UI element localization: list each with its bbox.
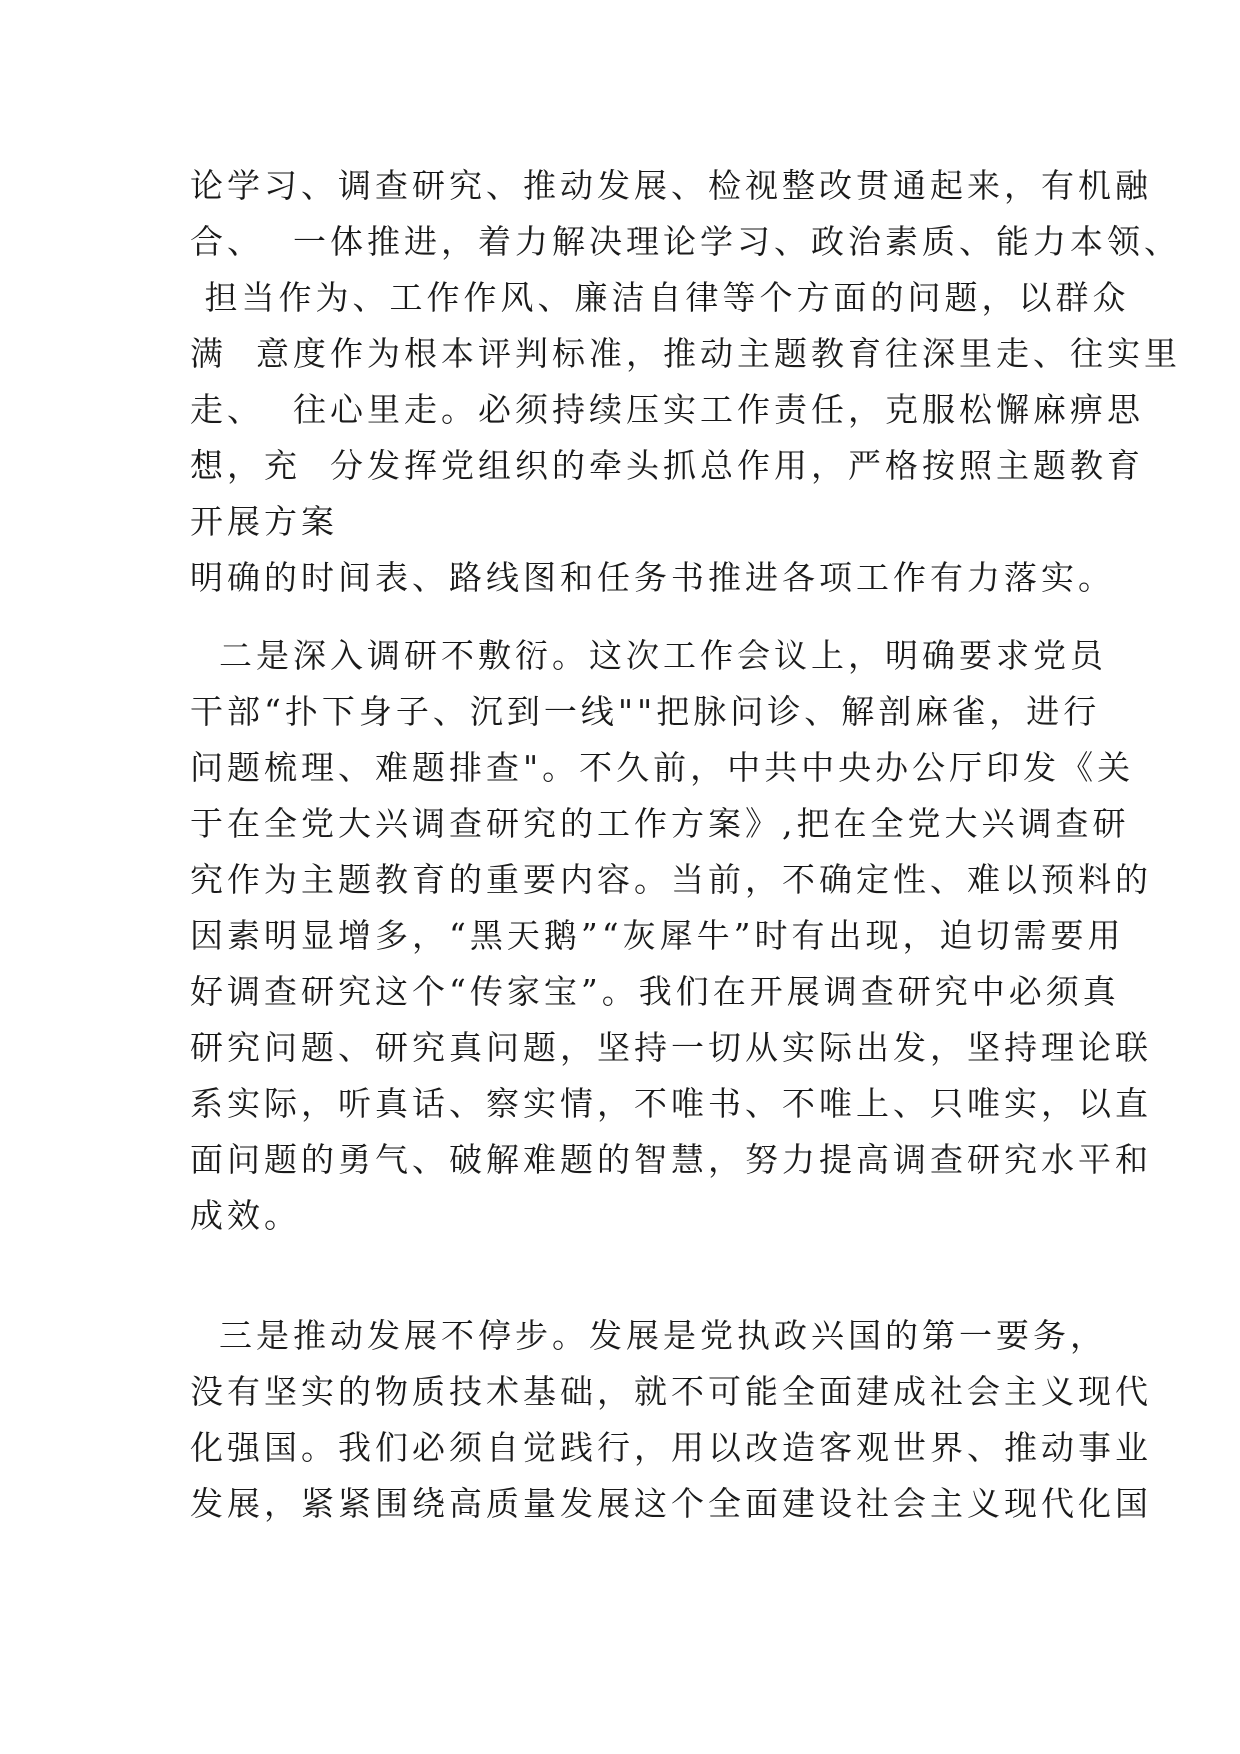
text-line: 好调查研究这个“传家宝”。我们在开展调查研究中必须真: [190, 972, 1120, 1011]
paragraph-3: [190, 1308, 1152, 1532]
text-line: 满 意度作为根本评判标准，推动主题教育往深里走、往实里: [190, 334, 1181, 373]
paragraph-2: [190, 628, 1152, 1244]
text-line: 因素明显增多，“黑天鹅”“灰犀牛”时有出现，迫切需要用: [190, 916, 1125, 955]
text-line: 担当作为、工作作风、廉洁自律等个方面的问题，以群众: [190, 278, 1130, 317]
text-line: 没有坚实的物质技术基础，就不可能全面建成社会主义现代: [190, 1372, 1152, 1411]
text-line: 明确的时间表、路线图和任务书推进各项工作有力落实。: [190, 558, 1115, 597]
text-line: 发展，紧紧围绕高质量发展这个全面建设社会主义现代化国: [190, 1484, 1152, 1523]
text-line: 二是深入调研不敷衍。这次工作会议上，明确要求党员: [190, 636, 1107, 675]
text-line: 于在全党大兴调查研究的工作方案》,把在全党大兴调查研: [190, 804, 1130, 843]
text-line: 干部“扑下身子、沉到一线""把脉问诊、解剖麻雀，进行: [190, 692, 1101, 731]
paragraph-1: [190, 158, 1181, 606]
text-line: 化强国。我们必须自觉践行，用以改造客观世界、推动事业: [190, 1428, 1152, 1467]
text-line: 走、 往心里走。必须持续压实工作责任，克服松懈麻痹思: [190, 390, 1144, 429]
text-line: 三是推动发展不停步。发展是党执政兴国的第一要务，: [190, 1316, 1107, 1355]
text-line: 论学习、调查研究、推动发展、检视整改贯通起来，有机融: [190, 166, 1152, 205]
text-line: 究作为主题教育的重要内容。当前，不确定性、难以预料的: [190, 860, 1152, 899]
text-line: 系实际，听真话、察实情，不唯书、不唯上、只唯实，以直: [190, 1084, 1152, 1123]
text-line: 想，充 分发挥党组织的牵头抓总作用，严格按照主题教育: [190, 446, 1144, 485]
text-line: 合、 一体推进，着力解决理论学习、政治素质、能力本领、: [190, 222, 1181, 261]
text-line: 开展方案: [190, 502, 338, 541]
text-line: 问题梳理、难题排查"。不久前，中共中央办公厅印发《关: [190, 748, 1135, 787]
text-line: 面问题的勇气、破解难题的智慧，努力提高调查研究水平和: [190, 1140, 1152, 1179]
text-line: 研究问题、研究真问题，坚持一切从实际出发，坚持理论联: [190, 1028, 1152, 1067]
text-line: 成效。: [190, 1196, 301, 1235]
